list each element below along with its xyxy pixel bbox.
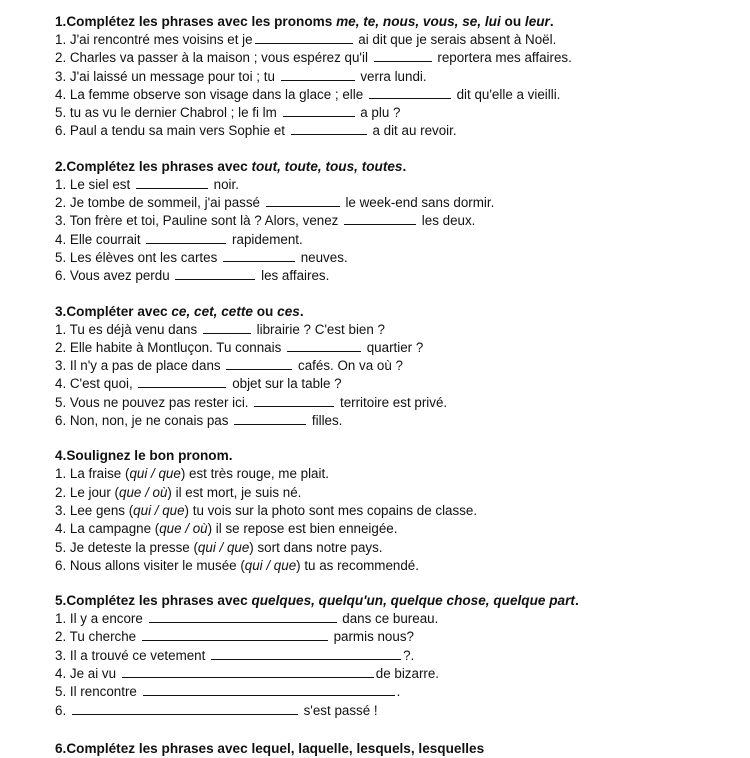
- line-text: noir.: [209, 176, 239, 192]
- line-text: ) tu as recommendé.: [296, 557, 419, 573]
- line-text: 5. Il rencontre: [55, 684, 141, 700]
- answer-blank[interactable]: [344, 212, 416, 225]
- line-text: 2. Elle habite à Montluçon. Tu connais: [55, 339, 286, 355]
- exercise-3-heading: [55, 303, 735, 321]
- answer-blank[interactable]: [266, 194, 340, 207]
- exercise-1: [55, 13, 735, 141]
- line-text: ) il se repose est bien enneigée.: [207, 521, 398, 537]
- line-text: 1. J'ai rencontré mes voisins et je: [55, 32, 253, 47]
- line-text: 6. Nous allons visiter le musée (: [55, 557, 245, 573]
- line-text: 6. Non, non, je ne conais pas: [55, 413, 233, 429]
- exercise-line: [55, 647, 735, 665]
- exercise-2: [55, 158, 735, 286]
- exercise-4: [55, 447, 735, 575]
- answer-blank[interactable]: [146, 231, 226, 244]
- exercise-6-cut-off: [55, 738, 735, 758]
- exercise-line: [55, 610, 735, 628]
- exercise-line: [55, 321, 735, 339]
- line-text: rapidement.: [228, 231, 303, 247]
- exercise-line: [55, 683, 735, 701]
- line-text: 1. La fraise (: [55, 466, 130, 482]
- exercise-line: [55, 502, 735, 520]
- answer-blank[interactable]: [211, 647, 401, 660]
- pronoun-choice[interactable]: que / où: [159, 521, 208, 537]
- exercise-line: [55, 557, 735, 575]
- exercise-2-heading: [55, 158, 735, 176]
- answer-blank[interactable]: [254, 394, 334, 407]
- answer-blank[interactable]: [142, 628, 328, 641]
- exercise-line: [55, 412, 735, 430]
- line-text: parmis nous?: [329, 629, 414, 645]
- line-text: librairie ? C'est bien ?: [252, 321, 385, 337]
- line-text: .: [396, 684, 401, 700]
- line-text: ?.: [403, 647, 415, 663]
- line-text: 2. Je tombe de sommeil, j'ai passé: [55, 195, 264, 211]
- exercise-line: [55, 176, 735, 194]
- line-text: 3. Lee gens (: [55, 502, 134, 518]
- answer-blank[interactable]: [138, 375, 226, 388]
- exercise-line: [55, 357, 735, 375]
- line-text: 3. Il n'y a pas de place dans: [55, 358, 225, 374]
- answer-blank[interactable]: [136, 176, 208, 189]
- exercise-6-heading: 6.Complétez les phrases avec lequel, laquelle, lesquels, lesquelles: [55, 741, 485, 756]
- line-text: 1. Le siel est: [55, 176, 134, 192]
- line-text: filles.: [308, 413, 343, 429]
- exercise-line: [55, 665, 735, 683]
- heading-text: 5.Complétez les phrases avec: [55, 593, 252, 609]
- line-text: 6. Paul a tendu sa main vers Sophie et: [55, 123, 289, 139]
- answer-blank[interactable]: [283, 104, 355, 117]
- line-text: 3. Il a trouvé ce vetement: [55, 647, 210, 663]
- line-text: les deux.: [418, 213, 476, 229]
- line-text: le week-end sans dormir.: [341, 195, 495, 211]
- pronoun-choice[interactable]: qui / que: [129, 466, 181, 482]
- line-text: 2. Charles va passer à la maison ; vous espérez qu'il: [55, 50, 372, 66]
- line-text: 4. La campagne (: [55, 521, 160, 537]
- exercise-line: [55, 31, 735, 49]
- line-text: 2. Tu cherche: [55, 629, 140, 645]
- exercise-line: [55, 339, 735, 357]
- line-text: dit qu'elle a vieilli.: [452, 86, 561, 102]
- pronoun-choice[interactable]: qui / que: [133, 502, 185, 518]
- worksheet: [55, 13, 735, 737]
- answer-blank[interactable]: [223, 249, 295, 262]
- answer-blank[interactable]: [374, 49, 432, 62]
- exercise-4-heading: [55, 447, 735, 465]
- line-text: 3. Ton frère et toi, Pauline sont là ? Alors, venez: [55, 213, 343, 229]
- answer-blank[interactable]: [226, 357, 292, 370]
- line-text: ) tu vois sur la photo sont mes copains de classe.: [184, 502, 478, 518]
- heading-text: ou: [500, 14, 525, 29]
- exercise-1-heading: [55, 13, 735, 31]
- heading-text: 4.Soulignez le bon pronom.: [55, 448, 233, 464]
- line-text: verra lundi.: [356, 68, 427, 84]
- heading-text: ou: [252, 303, 278, 319]
- exercise-3: [55, 303, 735, 431]
- answer-blank[interactable]: [255, 31, 353, 44]
- heading-emphasis: me, te, nous, vous, se, lui: [336, 14, 501, 29]
- pronoun-choice[interactable]: qui / que: [197, 539, 250, 555]
- line-text: cafés. On va où ?: [294, 358, 403, 374]
- exercise-line: [55, 212, 735, 230]
- answer-blank[interactable]: [143, 683, 395, 696]
- line-text: de bizarre.: [375, 666, 440, 682]
- exercise-line: [55, 104, 735, 122]
- answer-blank[interactable]: [291, 122, 367, 135]
- answer-blank[interactable]: [72, 702, 298, 715]
- answer-blank[interactable]: [281, 68, 355, 81]
- exercise-line: [55, 628, 735, 646]
- line-text: les affaires.: [257, 268, 330, 284]
- heading-emphasis: ces: [277, 303, 300, 319]
- exercise-5: [55, 592, 735, 720]
- heading-text: .: [402, 158, 407, 174]
- line-text: s'est passé !: [299, 702, 378, 718]
- line-text: 5. Vous ne pouvez pas rester ici.: [55, 394, 253, 410]
- exercise-5-heading: [55, 592, 735, 610]
- answer-blank[interactable]: [203, 321, 251, 334]
- answer-blank[interactable]: [234, 412, 306, 425]
- line-text: a plu ?: [356, 105, 401, 121]
- line-text: ) est très rouge, me plait.: [180, 466, 329, 482]
- exercise-line: [55, 86, 735, 104]
- heading-text: 3.Compléter avec: [55, 303, 172, 319]
- answer-blank[interactable]: [175, 267, 255, 280]
- line-text: ) il est mort, je suis né.: [167, 484, 302, 500]
- line-text: 2. Le jour (: [55, 484, 120, 500]
- answer-blank[interactable]: [149, 610, 337, 623]
- line-text: 6.: [55, 702, 70, 718]
- pronoun-choice[interactable]: que / où: [119, 484, 168, 500]
- exercise-line: [55, 484, 735, 502]
- line-text: 4. La femme observe son visage dans la glace ; elle: [55, 86, 367, 102]
- line-text: 3. J'ai laissé un message pour toi ; tu: [55, 68, 279, 84]
- exercise-line: [55, 194, 735, 212]
- exercise-line: [55, 375, 735, 393]
- line-text: 5. Je deteste la presse (: [55, 539, 198, 555]
- line-text: quartier ?: [363, 339, 424, 355]
- line-text: 5. tu as vu le dernier Chabrol ; le fi lm: [55, 105, 281, 121]
- exercise-line: [55, 231, 735, 249]
- heading-text: 2.Complétez les phrases avec: [55, 158, 252, 174]
- heading-text: .: [574, 593, 579, 609]
- exercise-line: [55, 539, 735, 557]
- exercise-line: [55, 49, 735, 67]
- line-text: dans ce bureau.: [338, 611, 439, 627]
- line-text: 5. Les élèves ont les cartes: [55, 249, 221, 265]
- line-text: 4. Je ai vu: [55, 666, 120, 682]
- line-text: ) sort dans notre pays.: [249, 539, 383, 555]
- exercise-line: [55, 249, 735, 267]
- line-text: neuves.: [296, 249, 348, 265]
- line-text: objet sur la table ?: [228, 376, 342, 392]
- answer-blank[interactable]: [287, 339, 361, 352]
- line-text: territoire est privé.: [336, 394, 448, 410]
- line-text: 1. Tu es déjà venu dans: [55, 321, 201, 337]
- heading-text: 1.Complétez les phrases avec les pronoms: [55, 14, 337, 29]
- answer-blank[interactable]: [122, 665, 374, 678]
- exercise-line: [55, 702, 735, 720]
- heading-emphasis: ce, cet, cette: [171, 303, 253, 319]
- heading-emphasis: leur: [524, 14, 550, 29]
- line-text: reportera mes affaires.: [433, 50, 572, 66]
- line-text: 1. Il y a encore: [55, 611, 147, 627]
- heading-emphasis: quelques, quelqu'un, quelque chose, quelque part: [251, 593, 575, 609]
- exercise-line: [55, 267, 735, 285]
- pronoun-choice[interactable]: qui / que: [244, 557, 297, 573]
- line-text: 6. Vous avez perdu: [55, 268, 174, 284]
- line-text: a dit au revoir.: [368, 123, 457, 139]
- exercise-line: [55, 122, 735, 140]
- line-text: 4. C'est quoi,: [55, 376, 137, 392]
- line-text: ai dit que je serais absent à Noël.: [354, 32, 557, 47]
- exercise-line: [55, 68, 735, 86]
- line-text: 4. Elle courrait: [55, 231, 145, 247]
- answer-blank[interactable]: [369, 86, 451, 99]
- exercise-line: [55, 394, 735, 412]
- exercise-line: [55, 465, 735, 483]
- exercise-line: [55, 520, 735, 538]
- heading-text: .: [549, 14, 554, 29]
- heading-emphasis: tout, toute, tous, toutes: [251, 158, 403, 174]
- heading-text: .: [299, 303, 304, 319]
